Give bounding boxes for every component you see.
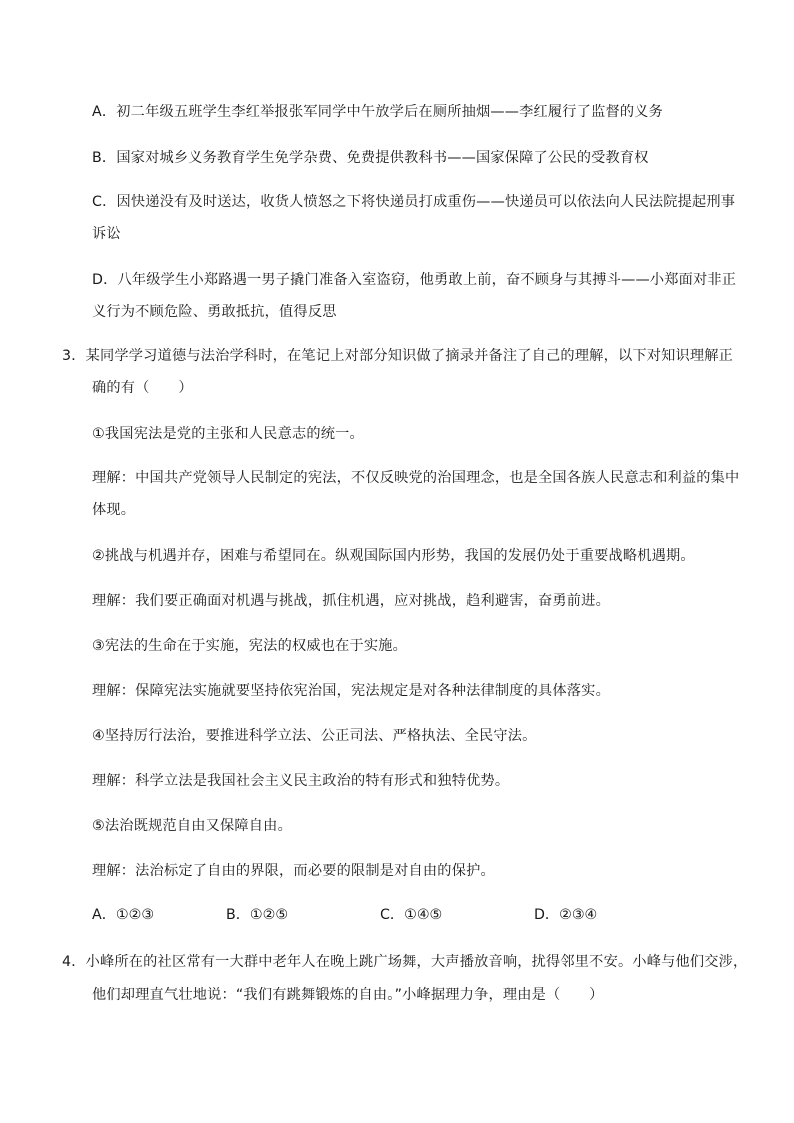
q4-stem-line2: 他们却理直气壮地说：“我们有跳舞锻炼的自由。”小峰据理力争，理由是（ ） <box>92 987 604 1003</box>
q3-item-1-note-line1: 理解：中国共产党领导人民制定的宪法，不仅反映党的治国理念，也是全国各族人民意志和利益的集中 <box>92 470 740 486</box>
q2-option-a: A．初二年级五班学生李红举报张军同学中午放学后在厕所抽烟——李红履行了监督的义务 <box>92 104 664 120</box>
q3-item-4-note: 理解：科学立法是我国社会主义民主政治的特有形式和独特优势。 <box>92 773 510 789</box>
q3-option-c: C．①④⑤ <box>380 907 443 923</box>
q4-stem-line1: 4．小峰所在的社区常有一大群中老年人在晚上跳广场舞，大声播放音响，扰得邻里不安。小峰与他们交涉， <box>62 954 748 970</box>
q3-stem-line1: 3．某同学学习道德与法治学科时，在笔记上对部分知识做了摘录并备注了自己的理解，以下对知识理解正 <box>62 348 734 364</box>
q3-option-b: B．①②⑤ <box>226 907 289 923</box>
q3-item-1: ①我国宪法是党的主张和人民意志的统一。 <box>92 426 364 442</box>
q3-item-3: ③宪法的生命在于实施，宪法的权威也在于实施。 <box>92 638 408 654</box>
q2-option-b: B．国家对城乡义务教育学生免学杂费、免费提供教科书——国家保障了公民的受教育权 <box>92 150 649 166</box>
q3-option-d: D．②③④ <box>534 907 598 923</box>
q3-option-a: A．①②③ <box>92 907 155 923</box>
q2-option-c-line2: 诉讼 <box>92 226 121 242</box>
q3-item-5-note: 理解：法治标定了自由的界限，而必要的限制是对自由的保护。 <box>92 863 495 879</box>
q3-stem-line2: 确的有（ ） <box>92 380 193 396</box>
q3-item-3-note: 理解：保障宪法实施就要坚持依宪治国，宪法规定是对各种法律制度的具体落实。 <box>92 683 610 699</box>
q2-option-c-line1: C．因快递没有及时送达，收货人愤怒之下将快递员打成重伤——快递员可以依法向人民法院提起刑事 <box>92 194 736 210</box>
q3-item-2: ②挑战与机遇并存，困难与希望同在。纵观国际国内形势，我国的发展仍处于重要战略机遇期。 <box>92 548 695 564</box>
q3-item-1-note-line2: 体现。 <box>92 502 136 518</box>
q3-item-2-note: 理解：我们要正确面对机遇与挑战，抓住机遇，应对挑战，趋利避害，奋勇前进。 <box>92 593 610 609</box>
q2-option-d-line2: 义行为不顾危险、勇敢抵抗，值得反思 <box>92 304 337 320</box>
q3-options <box>92 905 752 925</box>
q3-item-4: ④坚持厉行法治，要推进科学立法、公正司法、严格执法、全民守法。 <box>92 728 537 744</box>
q2-option-d-line1: D．八年级学生小郑路遇一男子撬门准备入室盗窃，他勇敢上前，奋不顾身与其搏斗——小郑面对非正 <box>92 272 737 288</box>
q3-item-5: ⑤法治既规范自由又保障自由。 <box>92 818 292 834</box>
